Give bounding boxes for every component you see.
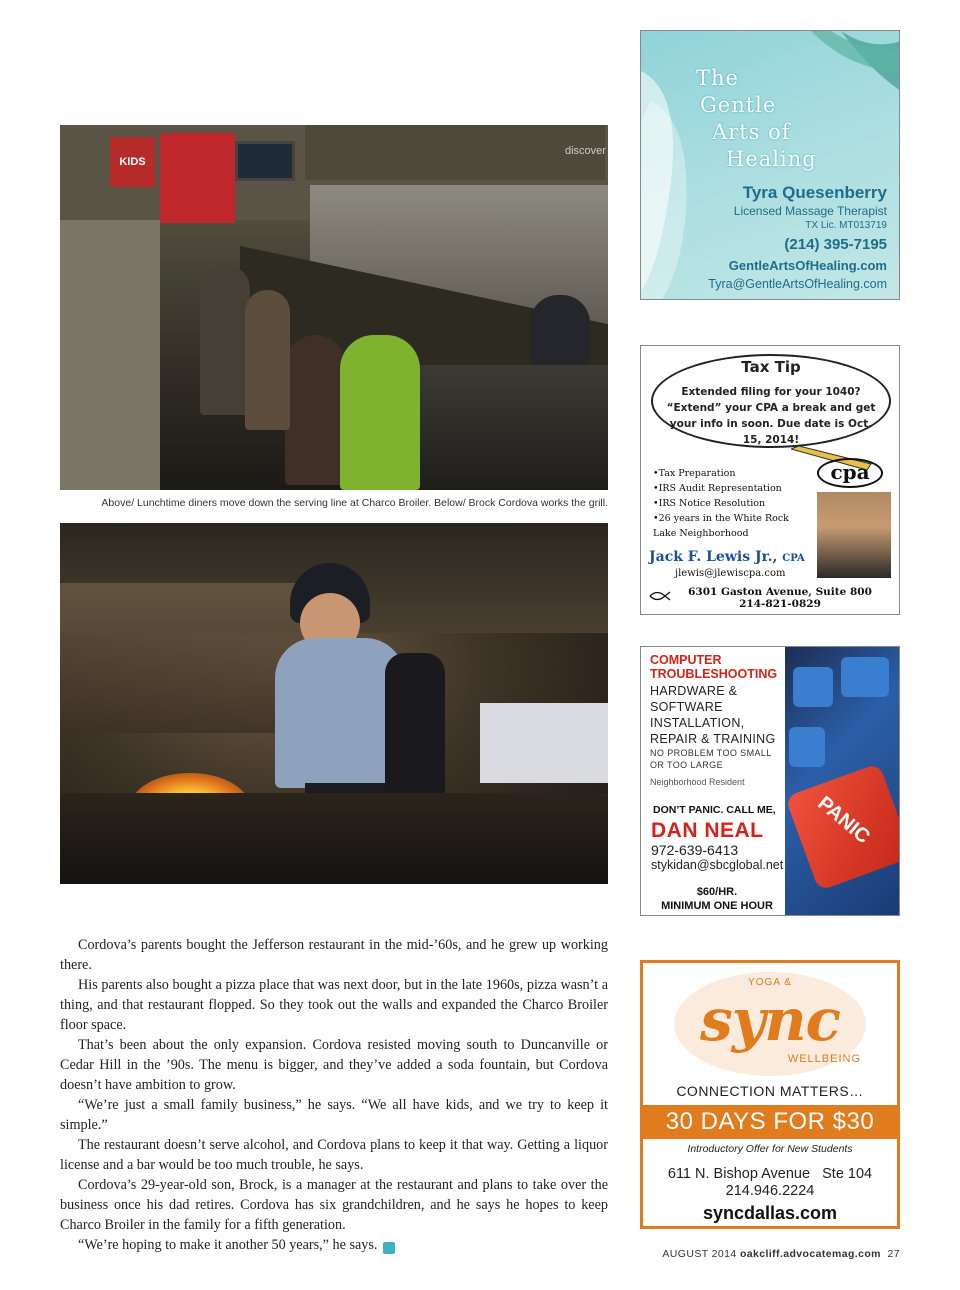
sync-post-label: WELLBEING [787,1053,861,1065]
article-paragraph: The restaurant doesn’t serve alcohol, and Cordova plans to keep it that way. Getting a liquor license and a bar would be too much trouble, he says. [60,1137,608,1173]
sync-tagline: CONNECTION MATTERS… [676,1083,864,1099]
photo-grill [60,523,608,884]
computer-rate-price: $60/HR. [696,886,738,898]
cpa-contact [665,586,895,610]
sync-phone[interactable]: 214.946.2224 [725,1183,815,1199]
computer-small-print [650,747,772,771]
sync-offer-note: Introductory Offer for New Students [687,1143,853,1155]
tax-service-item: • 26 years in the White Rock Lake Neighborhood [653,511,813,541]
computer-rate [651,885,783,913]
healing-title-line: Arts of [712,120,791,144]
healing-title-line: Healing [726,147,817,171]
footer-site[interactable]: oakcliff.advocatemag.com [739,1248,881,1260]
article-paragraph: Cordova’s parents bought the Jefferson restaurant in the mid-’60s, and he grew up working there. [60,937,608,973]
computer-phone[interactable]: 972-639-6413 [651,842,739,858]
computer-resident: Neighborhood Resident [650,777,745,787]
sync-contact [643,1166,897,1200]
cpa-phone[interactable]: 214-821-0829 [739,598,821,610]
cpa-address: 6301 Gaston Avenue, Suite 800 [688,586,872,598]
computer-tagline: DON’T PANIC. CALL ME, [653,804,776,816]
kids-menu-sign: KIDS [110,137,155,187]
article-paragraph-last [60,1235,608,1255]
computer-small-line: OR TOO LARGE [650,760,723,770]
article-body [60,935,608,1255]
sync-pre-label: YOGA & [748,977,792,988]
photo-caption: Above/ Lunchtime diners move down the serving line at Charco Broiler. Below/ Brock Cordova works the grill. [101,497,608,509]
keyboard-image [785,647,899,916]
computer-service-line: HARDWARE & [650,684,738,698]
article-paragraph: Cordova’s 29-year-old son, Brock, is a manager at the restaurant and plans to take over the business once his dad retires. Cordova has six grandchildren, and he says he hopes to keep Charco Broiler in the family for a fifth generation. [60,1177,608,1233]
healing-email-link[interactable]: Tyra@GentleArtsOfHealing.com [708,277,887,291]
footer-issue: AUGUST 2014 [662,1248,737,1260]
tax-service-item: • IRS Notice Resolution [653,496,813,511]
tax-service-item: • IRS Audit Representation [653,481,813,496]
computer-service-line: REPAIR & TRAINING [650,732,776,746]
article-paragraph: “We’re just a small family business,” he says. “We all have kids, and we try to keep it simple.” [60,1097,608,1133]
sync-website-link[interactable]: syncdallas.com [702,1203,838,1223]
tax-service-item: • Tax Preparation [653,466,813,481]
healing-phone[interactable]: (214) 395-7195 [784,236,887,253]
cpa-credential: CPA [782,553,805,564]
page-number: 27 [887,1248,900,1260]
ad-sync-yoga[interactable] [640,960,900,1229]
article-paragraph: That’s been about the only expansion. Cordova resisted moving south to Duncanville or Cedar Hill in the ’90s. The menu is bigger, and they’ve added a soda fountain, but Cordova doesn’t have ambition to grow. [60,1037,608,1093]
computer-heading-line: COMPUTER [650,653,722,667]
healing-therapist-name: Tyra Quesenberry [742,183,887,202]
computer-services [650,683,776,747]
cpa-portrait [817,492,891,578]
cpa-name-text: Jack F. Lewis Jr., [649,549,778,565]
healing-job-title: Licensed Massage Therapist [733,204,887,218]
article-last-text: “We’re hoping to make it another 50 years,” he says. [78,1237,378,1253]
sync-wordmark: sync [700,986,840,1054]
sync-offer-headline: 30 DAYS FOR $30 [643,1105,897,1139]
banner-text: discover [565,145,606,157]
ad-gentle-arts-of-healing[interactable] [640,30,900,300]
tax-tip-body: Extended filing for your 1040? “Extend” your CPA a break and get your info in soon. Due date is Oct. 15, 2014! [666,386,876,446]
ad-tax-tip[interactable] [640,345,900,615]
panic-key-label: PANIC [813,792,875,849]
cpa-logo: cpa [817,458,883,488]
page-footer [662,1248,900,1260]
ad-computer-troubleshooting[interactable] [640,646,900,916]
computer-heading-line: TROUBLESHOOTING [650,667,778,681]
cpa-email-link[interactable]: jlewis@jlewiscpa.com [675,568,786,579]
healing-license: TX Lic. MT013719 [805,220,887,231]
computer-rate-minimum: MINIMUM ONE HOUR [661,900,773,912]
computer-service-line: INSTALLATION, [650,716,745,730]
healing-title-line: The [696,66,739,90]
sync-address: 611 N. Bishop Avenue Ste 104 [667,1166,873,1182]
tax-services-list [653,466,813,541]
advocate-end-mark-icon: a [383,1242,395,1254]
healing-website-link[interactable]: GentleArtsOfHealing.com [728,258,887,273]
computer-heading [650,653,777,681]
computer-service-line: SOFTWARE [650,700,723,714]
healing-title-line: Gentle [700,93,777,117]
computer-name: DAN NEAL [651,819,764,842]
tax-tip-title: Tax Tip [741,358,801,376]
healing-title [696,65,817,173]
computer-email-link[interactable]: stykidan@sbcglobal.net [651,858,784,872]
article-paragraph: His parents also bought a pizza place that was next door, but in the late 1960s, pizza wasn’t a thing, and that restaurant flopped. So they took out the walls and expanded the Charco Broiler floor space. [60,977,608,1033]
photo-serving-line [60,125,608,490]
cpa-name [649,549,805,565]
computer-small-line: NO PROBLEM TOO SMALL [650,748,772,758]
